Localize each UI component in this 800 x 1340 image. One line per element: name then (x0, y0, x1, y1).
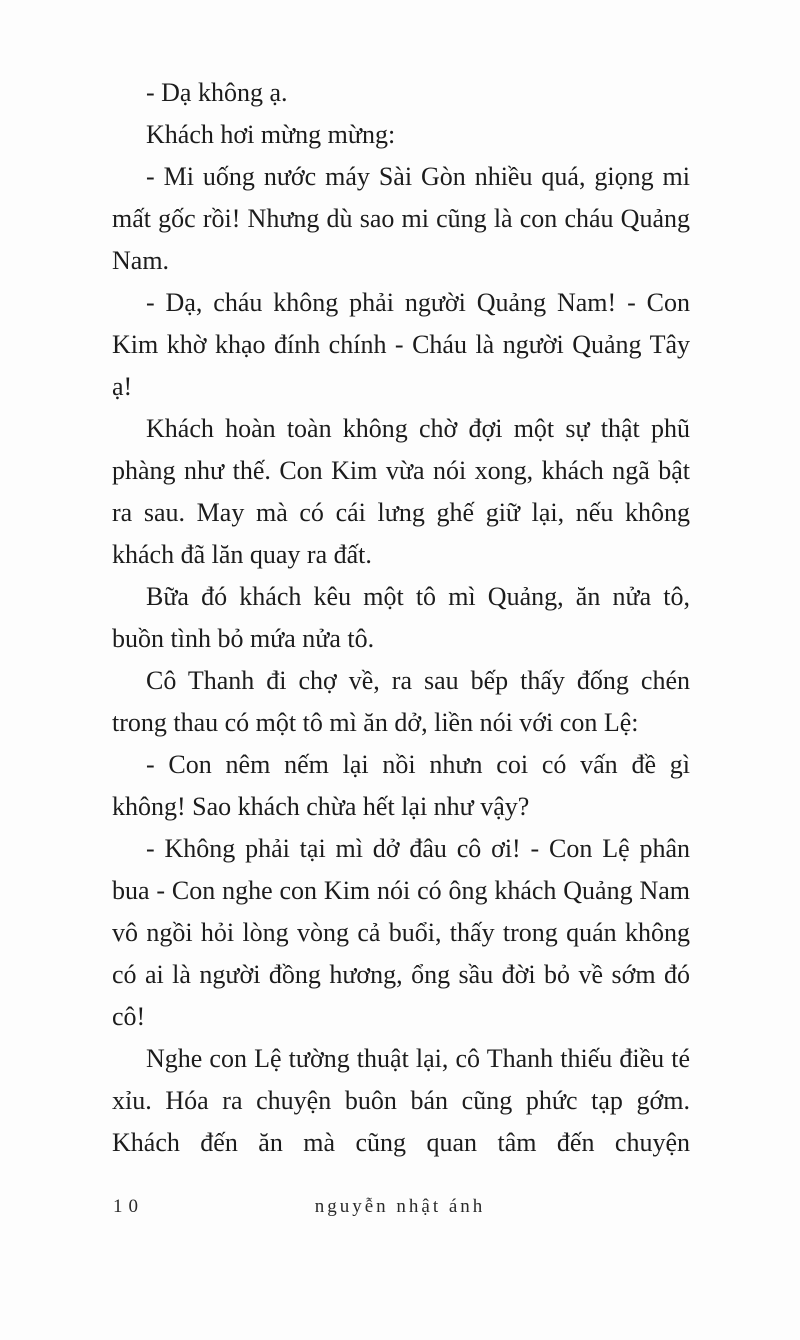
page-footer (0, 1196, 800, 1228)
paragraph: Bữa đó khách kêu một tô mì Quảng, ăn nửa tô, buồn tình bỏ mứa nửa tô. (112, 582, 690, 653)
paragraph: Khách hơi mừng mừng: (146, 120, 396, 149)
running-header-author: nguyễn nhật ánh (314, 1196, 486, 1217)
paragraph: - Dạ không ạ. (146, 78, 288, 107)
paragraph: - Mi uống nước máy Sài Gòn nhiều quá, giọng mi mất gốc rồi! Nhưng dù sao mi cũng là con cháu Quảng Nam. (112, 162, 690, 275)
paragraph: - Không phải tại mì dở đâu cô ơi! - Con Lệ phân bua - Con nghe con Kim nói có ông khách Quảng Nam vô ngồi hỏi lòng vòng cả buổi, thấy trong quán không có ai là người đồng hương, ổng sầu đời bỏ về sớm đó cô! (112, 834, 690, 1031)
paragraph: Cô Thanh đi chợ về, ra sau bếp thấy đống chén trong thau có một tô mì ăn dở, liền nói với con Lệ: (112, 666, 690, 737)
paragraph: Khách hoàn toàn không chờ đợi một sự thật phũ phàng như thế. Con Kim vừa nói xong, khách ngã bật ra sau. May mà có cái lưng ghế giữ lại, nếu không khách đã lăn quay ra đất. (112, 414, 690, 569)
page-number: 10 (113, 1196, 144, 1217)
paragraph: Nghe con Lệ tường thuật lại, cô Thanh thiếu điều té xỉu. Hóa ra chuyện buôn bán cũng phức tạp gớm. Khách đến ăn mà cũng quan tâm đến chuyện (112, 1044, 690, 1157)
paragraph: - Con nêm nếm lại nồi nhưn coi có vấn đề gì không! Sao khách chừa hết lại như vậy? (112, 750, 690, 821)
paragraph: - Dạ, cháu không phải người Quảng Nam! - Con Kim khờ khạo đính chính - Cháu là người Quảng Tây ạ! (112, 288, 690, 401)
body-text (112, 72, 690, 1164)
